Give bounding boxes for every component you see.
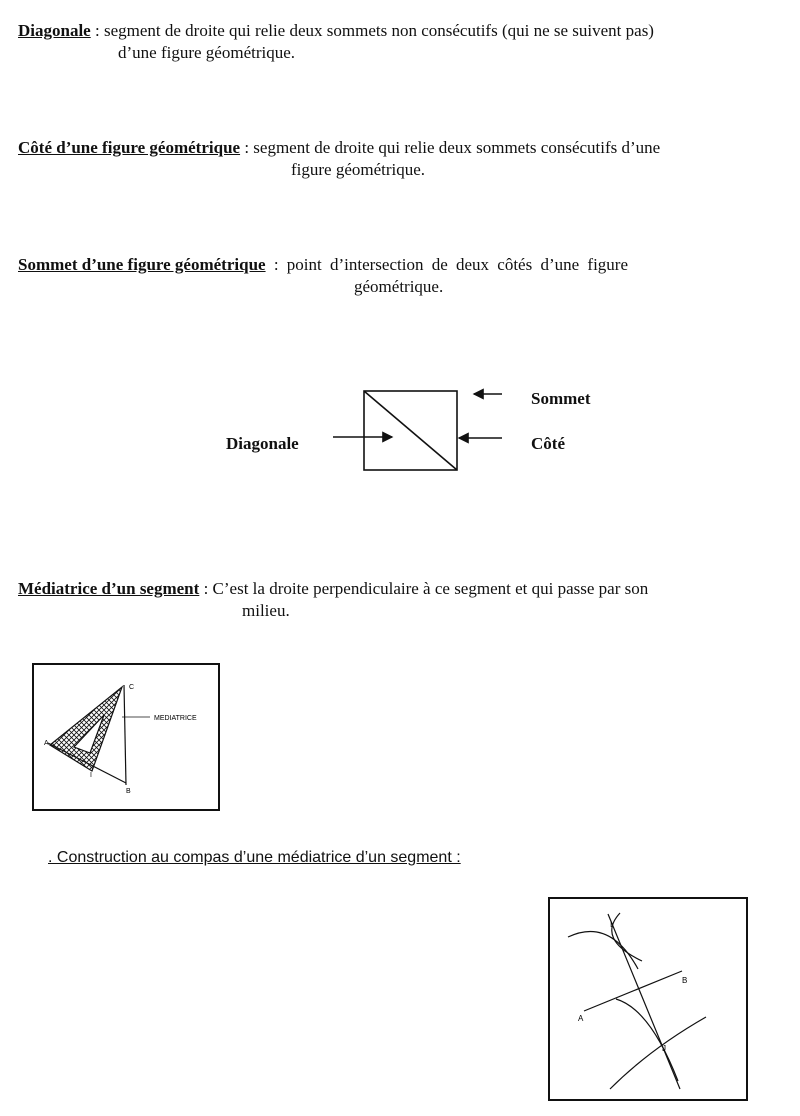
arc-upper-right bbox=[612, 913, 642, 961]
square-shape bbox=[364, 391, 457, 470]
compass-section-title: . Construction au compas d’une médiatrice d’un segment : bbox=[48, 849, 461, 866]
definition-sommet bbox=[18, 254, 793, 298]
perpendicular-bisector bbox=[608, 914, 680, 1089]
label-mediatrice: MEDIATRICE bbox=[154, 715, 197, 722]
compass-figure bbox=[548, 897, 748, 1101]
definition-cote bbox=[18, 137, 793, 181]
label-cote: Côté bbox=[531, 434, 565, 453]
set-square bbox=[50, 687, 122, 771]
diagonal-line bbox=[364, 391, 457, 470]
definition-continuation: d’une figure géométrique. bbox=[118, 43, 296, 62]
label-diagonale: Diagonale bbox=[226, 434, 299, 453]
label-b: B bbox=[126, 788, 131, 795]
definition-diagonale bbox=[18, 20, 788, 64]
definition-text: : point d’intersection de deux côtés d’une figure bbox=[265, 255, 629, 274]
triangle-drawing bbox=[34, 665, 218, 809]
definition-continuation: géométrique. bbox=[354, 277, 444, 296]
term-mediatrice: Médiatrice d’un segment bbox=[18, 579, 200, 598]
label-i: I bbox=[610, 920, 613, 929]
definition-continuation: milieu. bbox=[242, 601, 290, 620]
segment-ab bbox=[584, 971, 682, 1011]
definition-text: : C’est la droite perpendiculaire à ce segment et qui passe par son bbox=[199, 579, 649, 598]
term-cote: Côté d’une figure géométrique bbox=[18, 138, 241, 157]
label-b: B bbox=[682, 976, 688, 985]
mediatrice-line bbox=[124, 685, 126, 785]
term-sommet: Sommet d’une figure géométrique bbox=[18, 255, 266, 274]
label-j: J bbox=[662, 1044, 666, 1053]
definition-text: : segment de droite qui relie deux sommets consécutifs d’une bbox=[240, 138, 661, 157]
label-a: A bbox=[578, 1014, 584, 1023]
triangle-figure bbox=[32, 663, 220, 811]
label-c: C bbox=[129, 684, 135, 691]
label-i: I bbox=[90, 772, 92, 779]
arc-upper-left bbox=[568, 931, 638, 969]
term-diagonale: Diagonale bbox=[18, 21, 91, 40]
label-sommet: Sommet bbox=[531, 389, 591, 408]
arc-lower-right bbox=[610, 1017, 706, 1089]
label-a: A bbox=[44, 740, 49, 747]
definition-text: : segment de droite qui relie deux sommets non consécutifs (qui ne se suivent pas) bbox=[90, 21, 654, 40]
definition-continuation: figure géométrique. bbox=[291, 160, 426, 179]
compass-drawing bbox=[550, 899, 746, 1099]
definition-mediatrice bbox=[18, 578, 793, 622]
